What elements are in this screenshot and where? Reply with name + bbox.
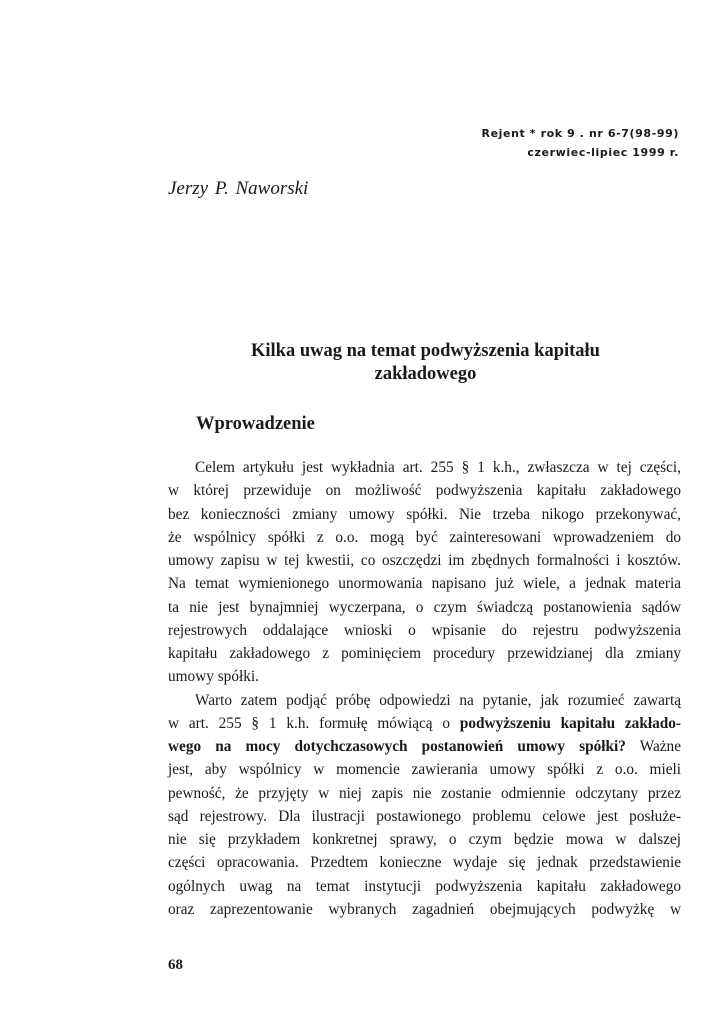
body-line-bold-text: podwyższeniu kapitału zakłado-	[459, 714, 681, 732]
body-line-text: Ważne	[625, 738, 681, 755]
body-line: nie się przykładem konkretnej sprawy, o czym będzie mowa w dalszej	[168, 831, 681, 848]
article-title-line-2: zakładowego	[374, 364, 477, 384]
article-title-line-1: Kilka uwag na temat podwyższenia kapitału	[251, 341, 600, 361]
section-heading: Wprowadzenie	[196, 414, 315, 434]
body-line: Warto zatem podjąć próbę odpowiedzi na pytanie, jak rozumieć zawartą	[195, 691, 681, 709]
body-line-bold-text: wego na mocy dotychczasowych postanowień umowy spółki?	[168, 738, 626, 755]
body-line: ta nie jest bynajmniej wyczerpana, o czym świadczą postanowienia sądów	[168, 598, 681, 616]
body-line: Na temat wymienionego unormowania napisano już wiele, a jednak materia	[168, 575, 681, 593]
article-title	[168, 340, 683, 386]
body-line: pewność, że przyjęty w niej zapis nie zostanie odmiennie odczytany przez	[168, 784, 681, 802]
body-line	[168, 735, 681, 758]
body-line: że wspólnicy spółki z o.o. mogą być zainteresowani wprowadzeniem do	[168, 528, 681, 546]
body-line: części opracowania. Przedtem konieczne wydaje się jednak przedstawienie	[168, 854, 681, 872]
body-line: oraz zaprezentowanie wybranych zagadnień obejmujących podwyżkę w	[168, 900, 681, 918]
journal-date-line: czerwiec-lipiec 1999 r.	[527, 146, 679, 159]
body-line: bez konieczności zmiany umowy spółki. Nie trzeba nikogo przekonywać,	[168, 505, 681, 523]
body-line: kapitału zakładowego z pominięciem procedury przewidzianej dla zmiany	[168, 645, 681, 662]
body-line: umowy zapisu w tej kwestii, co oszczędzi im zbędnych formalności i kosztów.	[168, 552, 681, 569]
page-number: 68	[168, 957, 183, 973]
journal-header-line: Rejent * rok 9 . nr 6-7(98-99)	[481, 127, 679, 140]
body-line: Celem artykułu jest wykładnia art. 255 § 1 k.h., zwłaszcza w tej części,	[195, 459, 681, 476]
author-name: Jerzy P. Naworski	[168, 178, 309, 199]
body-line: umowy spółki.	[168, 668, 259, 686]
body-line: sąd rejestrowy. Dla ilustracji postawionego problemu celowe jest posłuże-	[168, 807, 681, 825]
body-line: w której przewiduje on możliwość podwyższenia kapitału zakładowego	[168, 482, 681, 500]
body-line-text: w art. 255 § 1 k.h. formułę mówiącą o	[168, 714, 460, 732]
body-line: jest, aby wspólnicy w momencie zawierania umowy spółki z o.o. mieli	[168, 761, 681, 779]
body-line: rejestrowych oddalające wnioski o wpisanie do rejestru podwyższenia	[168, 621, 681, 639]
body-line	[168, 712, 681, 735]
body-text	[168, 456, 681, 921]
body-line: ogólnych uwag na temat instytucji podwyższenia kapitału zakładowego	[168, 877, 681, 895]
